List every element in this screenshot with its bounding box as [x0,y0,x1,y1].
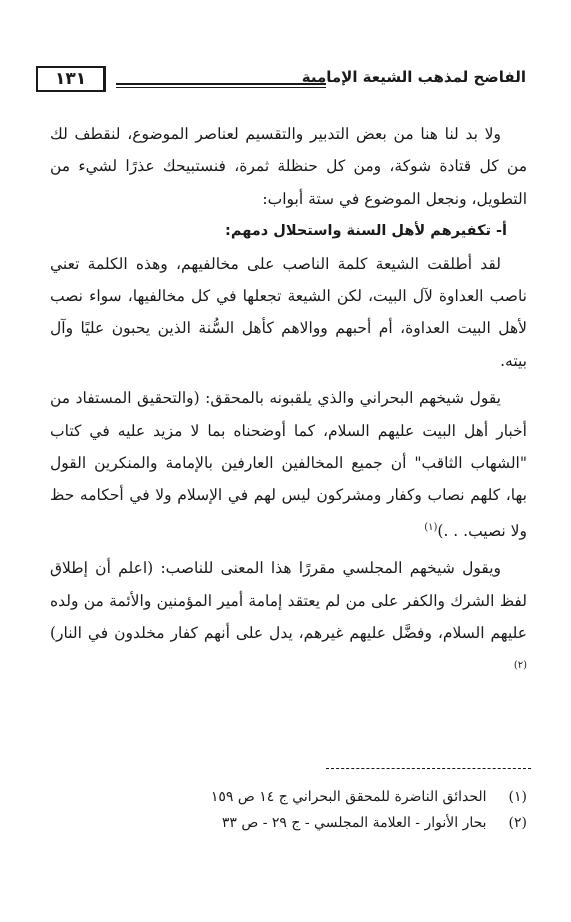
footnote-number: (١) [508,789,527,805]
paragraph-nasib-definition: لقد أطلقت الشيعة كلمة الناصب على مخالفيهم، وهذه الكلمة تعني ناصب العداوة لآل البيت، لكن الشيعة تجعلها في كل مخالفيها، سواء نصب لأهل البيت العداوة، أم أحبهم ووالاهم كأهل السُّنة الذين يحبون عليًا وآل بيته. [50,254,527,370]
footnote-item [60,810,527,836]
section-heading: أ- تكفيرهم لأهل السنة واستحلال دمهم: [225,223,507,240]
footnote-separator [326,768,531,769]
footnote-ref-2: (٢) [513,659,527,671]
quote-bahrani: يقول شيخهم البحراني والذي يلقبونه بالمحقق: (والتحقيق المستفاد من أخبار أهل البيت عليهم السلام، كما أوضحناه بما لا مزيد عليه في كتاب "الشهاب الثاقب" أن جميع المخالفين العارفين بالإمامة والمنكرين القول بها، كلهم نصاب وكفار ومشركون ليس لهم في الإسلام ولا في أحكامه حظ ولا نصيب. . .) [50,389,527,541]
paragraph-majlisi-quote [50,552,527,685]
main-text [50,118,527,685]
footnotes [60,784,527,836]
header-rule-thin [116,87,326,88]
paragraph-intro: ولا بد لنا هنا من بعض التدبير والتقسيم لعناصر الموضوع، لنقطف لك من كل قتادة شوكة، ومن كل حنظلة ثمرة، فنستبيحك عذرًا لشيء من التطويل، ونجعل الموضوع في ستة أبواب: [50,125,527,208]
page-number: ١٣١ [36,66,106,92]
footnote-ref-1: (١) [424,521,438,533]
running-header [36,62,526,96]
footnote-text: بحار الأنوار - العلامة المجلسي - ج ٢٩ - ص ٣٣ [221,815,487,831]
quote-majlisi: ويقول شيخهم المجلسي مقررًا هذا المعنى للناصب: (اعلم أن إطلاق لفظ الشرك والكفر على من لم يعتقد إمامة أمير المؤمنين والأئمة من ولده عليهم السلام، وفضَّل عليهم غيرهم، يدل على أنهم كفار مخلدون في النار) [50,559,527,643]
footnote-text: الحدائق الناضرة للمحقق البحراني ج ١٤ ص ١٥٩ [210,789,487,805]
paragraph-bahrani-quote [50,382,527,547]
header-rule [116,83,326,85]
book-title: الفاضح لمذهب الشيعة الإمامية [301,68,526,86]
footnote-item [60,784,527,810]
footnote-number: (٢) [508,815,527,831]
